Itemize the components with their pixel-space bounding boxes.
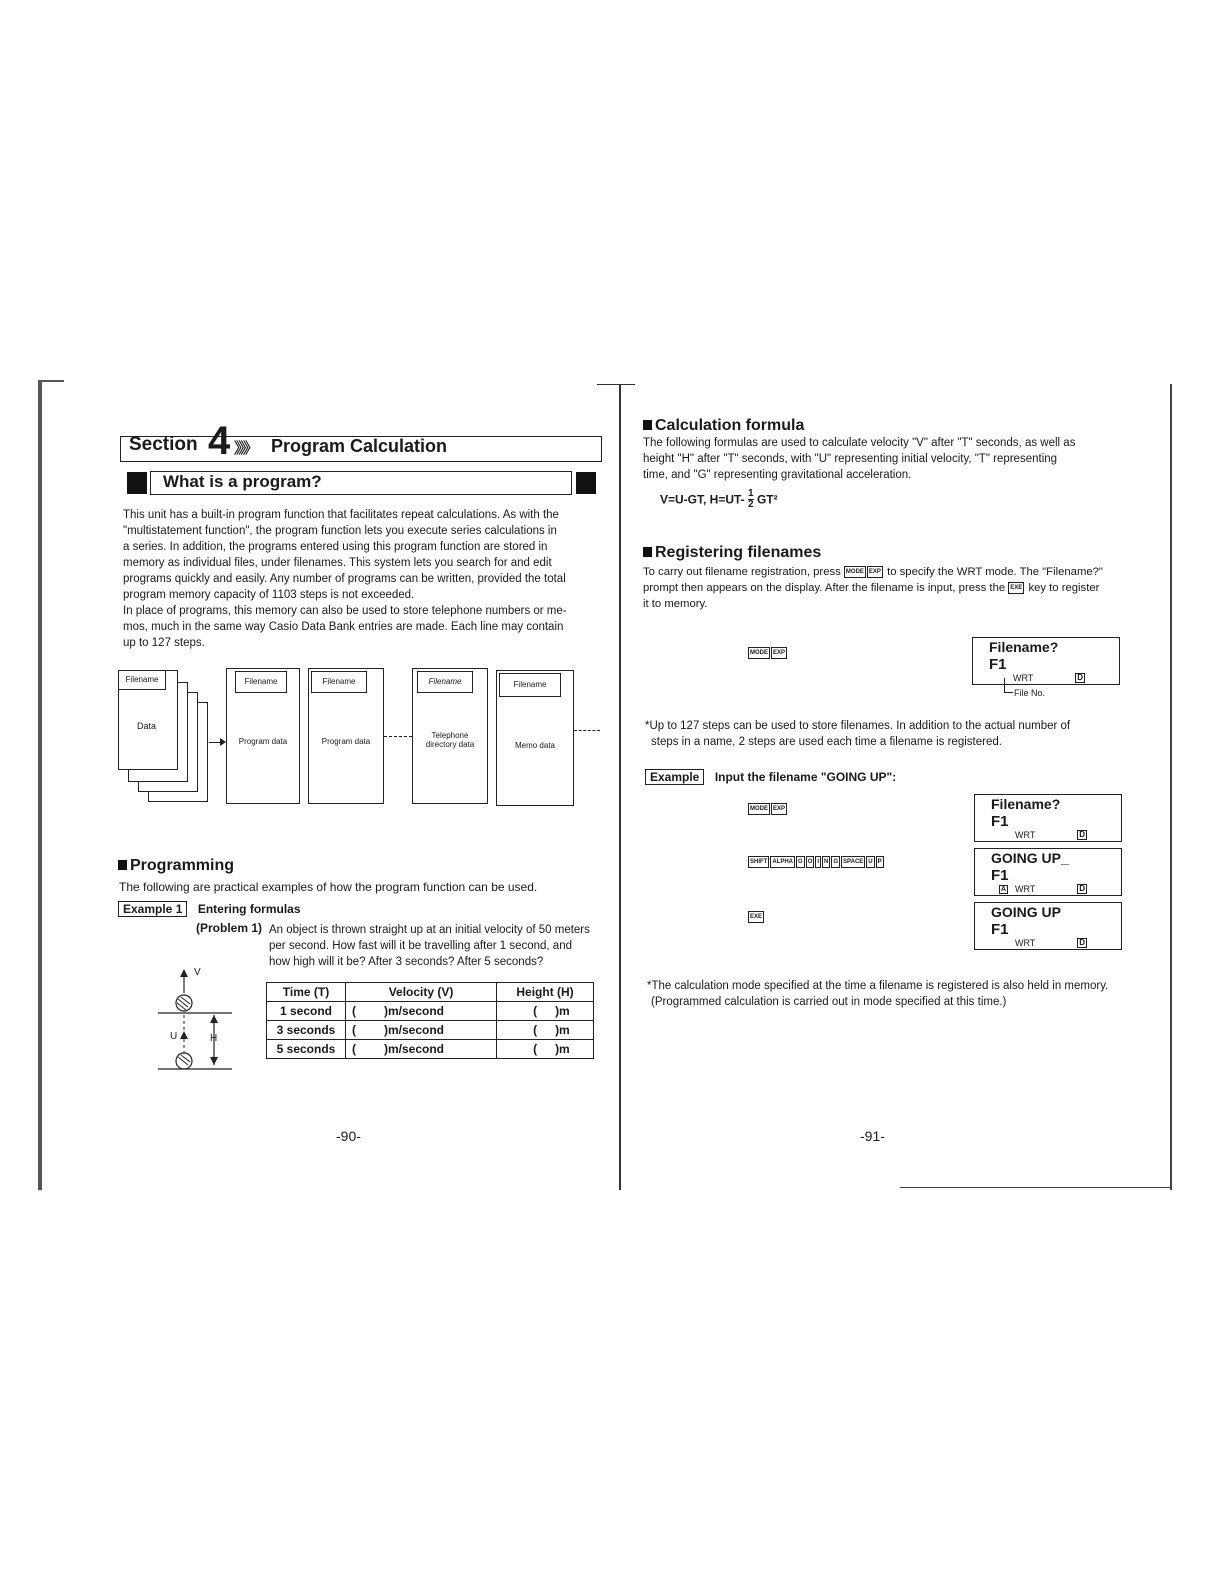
intro-line: mos, much in the same way Casio Data Bank entries are made. Each line may contain xyxy=(123,621,564,633)
page-number-left: -90- xyxy=(336,1128,361,1144)
intro-line: program memory capacity of 1103 steps is not exceeded. xyxy=(123,589,415,601)
footnote xyxy=(647,978,1123,1010)
example-1-title: Entering formulas xyxy=(197,902,301,916)
reg-keys xyxy=(748,644,788,662)
lcd-line2: F1 xyxy=(989,656,1007,673)
programming-heading-text: Programming xyxy=(130,857,235,874)
lcd-indicator: D xyxy=(1079,830,1085,839)
n-key: N xyxy=(822,856,830,868)
programming-intro: The following are practical examples of how the program function can be used. xyxy=(119,880,538,894)
example-keys-3 xyxy=(748,908,765,926)
lcd-line1: Filename? xyxy=(989,639,1059,655)
lcd-mode: WRT xyxy=(1013,673,1034,683)
block-content: Memo data xyxy=(514,741,556,750)
g-key: G xyxy=(831,856,840,868)
lcd-line1: GOING UP_ xyxy=(991,850,1069,866)
problem-line: An object is thrown straight up at an initial velocity of 50 meters xyxy=(269,924,590,936)
bullet-square xyxy=(643,547,652,557)
reg-line-1-post: to specify the WRT mode. The "Filename?" xyxy=(887,566,1103,578)
dashed-connector-2 xyxy=(574,730,600,731)
u-key: U xyxy=(866,856,874,868)
memory-diagram xyxy=(118,666,604,811)
calc-line: height "H" after "T" seconds, with "U" representing initial velocity, "T" representing xyxy=(643,453,1058,465)
reg-line-1-pre: To carry out filename registration, press xyxy=(643,566,841,578)
example-1-row xyxy=(118,900,301,918)
intro-line: a series. In addition, the programs entered using this program function are stored in xyxy=(123,541,548,553)
note-line: steps in a name, 2 steps are used each time a filename is registered. xyxy=(651,736,1002,748)
label-v: V xyxy=(194,967,201,978)
intro-line: "multistatement function", the program function lets you execute series calculations in xyxy=(123,525,557,537)
intro-line: up to 127 steps. xyxy=(123,637,205,649)
reg-line-1 xyxy=(643,564,1121,580)
lcd-display-step2 xyxy=(974,848,1122,896)
header-time: Time (T) xyxy=(267,983,346,1002)
page-number-right: -91- xyxy=(860,1128,885,1144)
table-header-row xyxy=(267,983,594,1002)
table-row xyxy=(267,1021,594,1040)
calc-formula-heading xyxy=(643,417,804,435)
motion-figure xyxy=(150,965,240,1075)
cell-h-open: ( xyxy=(497,1021,550,1040)
table-row xyxy=(267,1040,594,1059)
intro-line: programs quickly and easily. Any number of programs can be written, provided the total xyxy=(123,573,566,585)
section-arrows: 》》》 xyxy=(234,440,256,457)
cell-h-open: ( xyxy=(497,1002,550,1021)
reg-line-2 xyxy=(643,580,1121,596)
problem-1-label: (Problem 1) xyxy=(196,921,263,935)
lcd-line2: F1 xyxy=(991,813,1009,830)
program-block-2 xyxy=(308,668,384,804)
section-number: 4 xyxy=(208,419,231,463)
subsection-box xyxy=(150,471,572,495)
right-page-bottom-edge xyxy=(900,1187,1172,1188)
p-key: P xyxy=(876,856,884,868)
bullet-square xyxy=(643,420,652,430)
lcd-display-step3 xyxy=(974,902,1122,950)
note-line: *Up to 127 steps can be used to store filenames. In addition to the actual number of xyxy=(645,720,1071,732)
cell-h-unit: )m xyxy=(549,1021,593,1040)
mode-key: MODE xyxy=(844,566,866,578)
lcd-line2: F1 xyxy=(991,921,1009,938)
motion-figure-svg xyxy=(150,965,240,1075)
left-page-edge xyxy=(38,380,42,1190)
cell-vel-unit: )m/second xyxy=(378,1002,497,1021)
example-keys-2 xyxy=(748,853,885,871)
lcd-mode: WRT xyxy=(1015,830,1036,840)
space-key: SPACE xyxy=(841,856,865,868)
formula xyxy=(660,489,778,510)
program-block-1 xyxy=(226,668,300,804)
section-word: Section xyxy=(129,434,198,455)
lcd-mode: WRT xyxy=(1015,884,1036,894)
intro-line: memory as individual files, under filenames. This system lets you search for and edit xyxy=(123,557,552,569)
cell-time: 1 second xyxy=(267,1002,346,1021)
shift-key: SHIFT xyxy=(748,856,769,868)
block-filename: Filename xyxy=(311,671,367,693)
registering-heading-text: Registering filenames xyxy=(655,544,822,561)
block-filename: Filename xyxy=(235,671,287,693)
bullet-square xyxy=(118,860,127,870)
problem-line: per second. How fast will it be travelling after 1 second, and xyxy=(269,940,572,952)
i-key: I xyxy=(815,856,821,868)
reg-line-2-pre: prompt then appears on the display. After the filename is input, press the xyxy=(643,582,1006,594)
example-row xyxy=(645,768,896,786)
intro-line: This unit has a built-in program function that facilitates repeat calculations. As with the xyxy=(123,509,559,521)
mode-key: MODE xyxy=(748,803,770,815)
cell-vel-open: ( xyxy=(346,1002,379,1021)
lcd-display-step1 xyxy=(974,794,1122,842)
formula-fraction xyxy=(748,489,754,510)
lcd-line1: GOING UP xyxy=(991,904,1062,920)
programming-heading xyxy=(118,857,234,875)
cell-vel-unit: )m/second xyxy=(378,1021,497,1040)
header-height: Height (H) xyxy=(497,983,594,1002)
registering-text xyxy=(643,564,1121,612)
formula-left: V=U-GT, H=UT- xyxy=(660,492,745,507)
example-keys-1 xyxy=(748,800,788,818)
cell-time: 5 seconds xyxy=(267,1040,346,1059)
subsection-square-right xyxy=(576,472,596,494)
calc-formula-text xyxy=(643,435,1121,483)
stack-filename-box: Filename xyxy=(118,670,166,690)
label-u: U xyxy=(170,1031,178,1042)
right-page-edge xyxy=(1170,384,1172,1190)
lcd-indicator: D xyxy=(1077,673,1083,682)
header-velocity: Velocity (V) xyxy=(346,983,497,1002)
registering-heading xyxy=(643,544,821,562)
exe-key: EXE xyxy=(1008,582,1024,594)
cell-h-open: ( xyxy=(497,1040,550,1059)
block-content: Telephone directory data xyxy=(425,731,475,749)
intro-line: In place of programs, this memory can also be used to store telephone numbers or me- xyxy=(123,605,567,617)
frac-den: 2 xyxy=(748,499,754,510)
calc-line: time, and "G" representing gravitational acceleration. xyxy=(643,469,912,481)
lcd-indicator: D xyxy=(1079,938,1085,947)
section-header xyxy=(120,419,602,463)
frac-num: 1 xyxy=(748,488,754,499)
problem-1-text xyxy=(269,922,599,970)
cell-time: 3 seconds xyxy=(267,1021,346,1040)
block-content: Program data xyxy=(238,737,288,746)
lcd-line1: Filename? xyxy=(991,796,1061,812)
exp-key: EXP xyxy=(771,647,787,659)
label-h: H xyxy=(210,1033,218,1044)
stack-card-front xyxy=(118,670,178,770)
section-title: Program Calculation xyxy=(271,436,448,456)
example-label: Example xyxy=(645,769,704,785)
calc-line: The following formulas are used to calculate velocity "V" after "T" seconds, as well as xyxy=(643,437,1076,449)
block-content: Program data xyxy=(321,737,371,746)
block-filename: Filename xyxy=(499,673,561,697)
problem-line: how high will it be? After 3 seconds? After 5 seconds? xyxy=(269,956,544,968)
lcd-alpha-indicator: A xyxy=(1001,886,1007,893)
cell-h-unit: )m xyxy=(549,1002,593,1021)
lcd-indicator: D xyxy=(1079,884,1085,893)
intro-paragraph xyxy=(123,507,601,651)
example-1-label: Example 1 xyxy=(118,901,187,917)
lcd-display-reg xyxy=(972,637,1120,685)
example-title: Input the filename "GOING UP": xyxy=(714,770,897,784)
reg-line-2-post: key to register xyxy=(1028,582,1100,594)
lcd-mode: WRT xyxy=(1015,938,1036,948)
block-filename: Filename xyxy=(417,671,473,693)
stack-data-label: Data xyxy=(137,721,157,731)
footnote-line: *The calculation mode specified at the time a filename is registered is also held in memory. xyxy=(647,980,1109,992)
exp-key: EXP xyxy=(867,566,883,578)
page-gutter xyxy=(619,384,621,1190)
memo-block xyxy=(496,670,574,806)
lcd-line2: F1 xyxy=(991,867,1009,884)
formula-right: GT² xyxy=(756,492,778,507)
cell-vel-open: ( xyxy=(346,1040,379,1059)
gutter-top-tick xyxy=(597,384,635,385)
calc-formula-heading-text: Calculation formula xyxy=(655,417,805,434)
cell-vel-unit: )m/second xyxy=(378,1040,497,1059)
reg-line-3: it to memory. xyxy=(643,598,708,610)
exe-key: EXE xyxy=(748,911,764,923)
alpha-key: ALPHA xyxy=(770,856,795,868)
velocity-table xyxy=(266,982,594,1059)
file-no-bracket xyxy=(1004,678,1013,693)
subsection-title: What is a program? xyxy=(163,472,322,491)
left-page-edge-top xyxy=(38,380,64,382)
g-key: G xyxy=(796,856,805,868)
exp-key: EXP xyxy=(771,803,787,815)
footnote-line: (Programmed calculation is carried out in mode specified at this time.) xyxy=(651,996,1007,1008)
o-key: O xyxy=(806,856,815,868)
table-row xyxy=(267,1002,594,1021)
subsection-square-left xyxy=(127,472,147,494)
dashed-connector-1 xyxy=(384,736,412,737)
telephone-block xyxy=(412,668,488,804)
file-no-label: File No. xyxy=(1014,688,1046,698)
reg-note xyxy=(645,718,1121,750)
cell-h-unit: )m xyxy=(549,1040,593,1059)
cell-vel-open: ( xyxy=(346,1021,379,1040)
mode-key: MODE xyxy=(748,647,770,659)
